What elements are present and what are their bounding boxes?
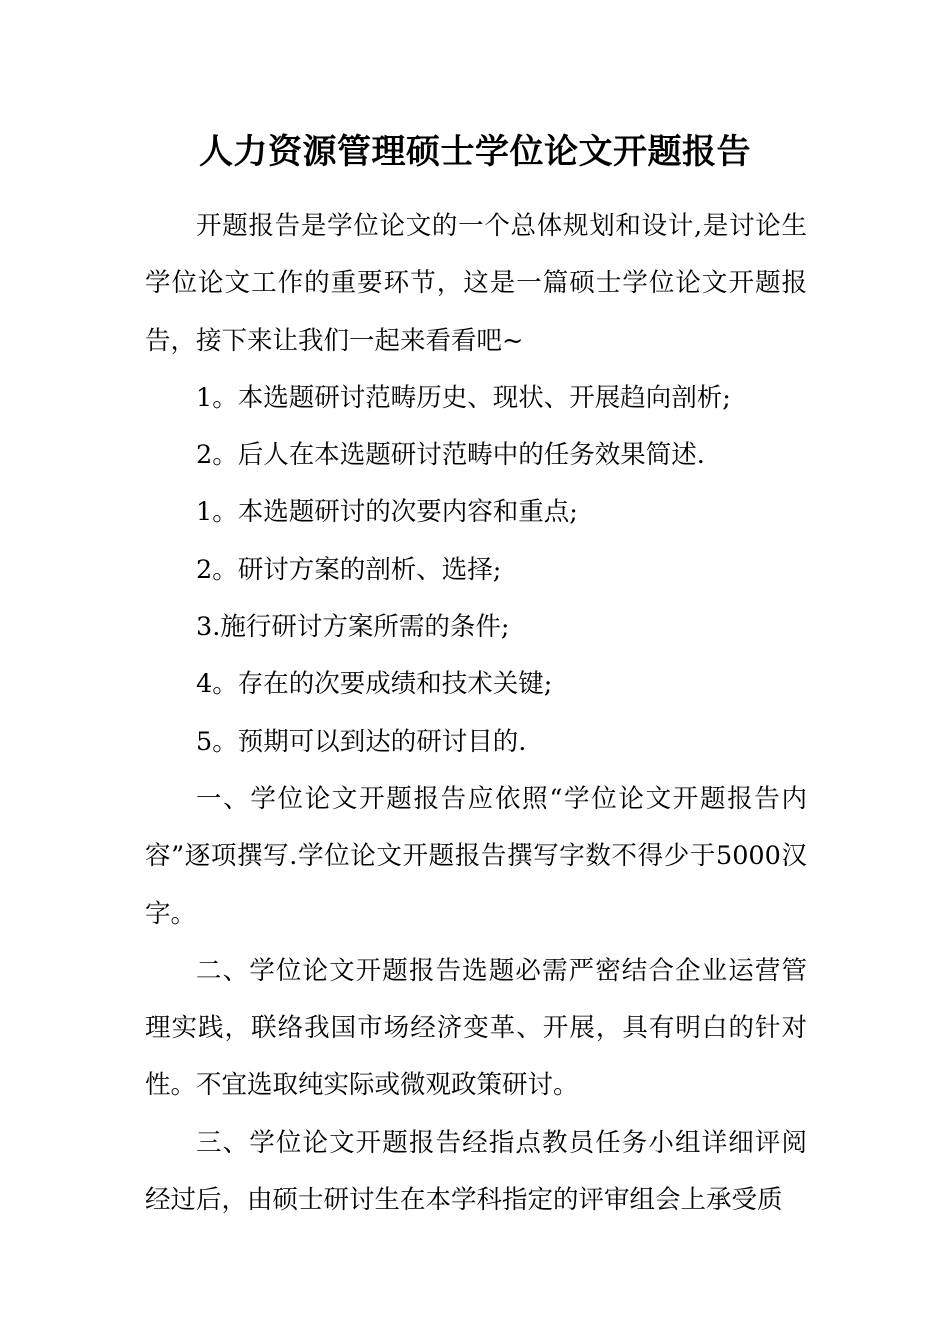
paragraph-rule-3: 三、学位论文开题报告经指点教员任务小组详细评阅经过后，由硕士研讨生在本学科指定的评审组会上承受质 (145, 1127, 807, 1216)
list-item: 5。预期可以到达的研讨目的. (196, 726, 527, 757)
paragraph-intro: 开题报告是学位论文的一个总体规划和设计,是讨论生学位论文工作的重要环节，这是一篇硕士学位论文开题报告，接下来让我们一起来看看吧~ (145, 211, 807, 356)
list-item: 2。研讨方案的剖析、选择; (196, 554, 502, 585)
list-item: 1。本选题研讨的次要内容和重点; (196, 497, 578, 528)
paragraph-rule-1: 一、学位论文开题报告应依照“学位论文开题报告内容”逐项撰写.学位论文开题报告撰写字数不得少于5000汉字。 (145, 783, 807, 929)
document-body (145, 198, 807, 1229)
list-item: 4。存在的次要成绩和技术关键; (196, 669, 553, 700)
list-item: 1。本选题研讨范畴历史、现状、开展趋向剖析; (196, 382, 731, 413)
paragraph-rule-2: 二、学位论文开题报告选题必需严密结合企业运营管理实践，联络我国市场经济变革、开展，具有明白的针对性。不宜选取纯实际或微观政策研讨。 (145, 955, 807, 1101)
list-item: 2。后人在本选题研讨范畴中的任务效果简述. (196, 440, 705, 471)
document-title: 人力资源管理硕士学位论文开题报告 (199, 132, 751, 172)
list-item: 3.施行研讨方案所需的条件; (196, 612, 510, 643)
